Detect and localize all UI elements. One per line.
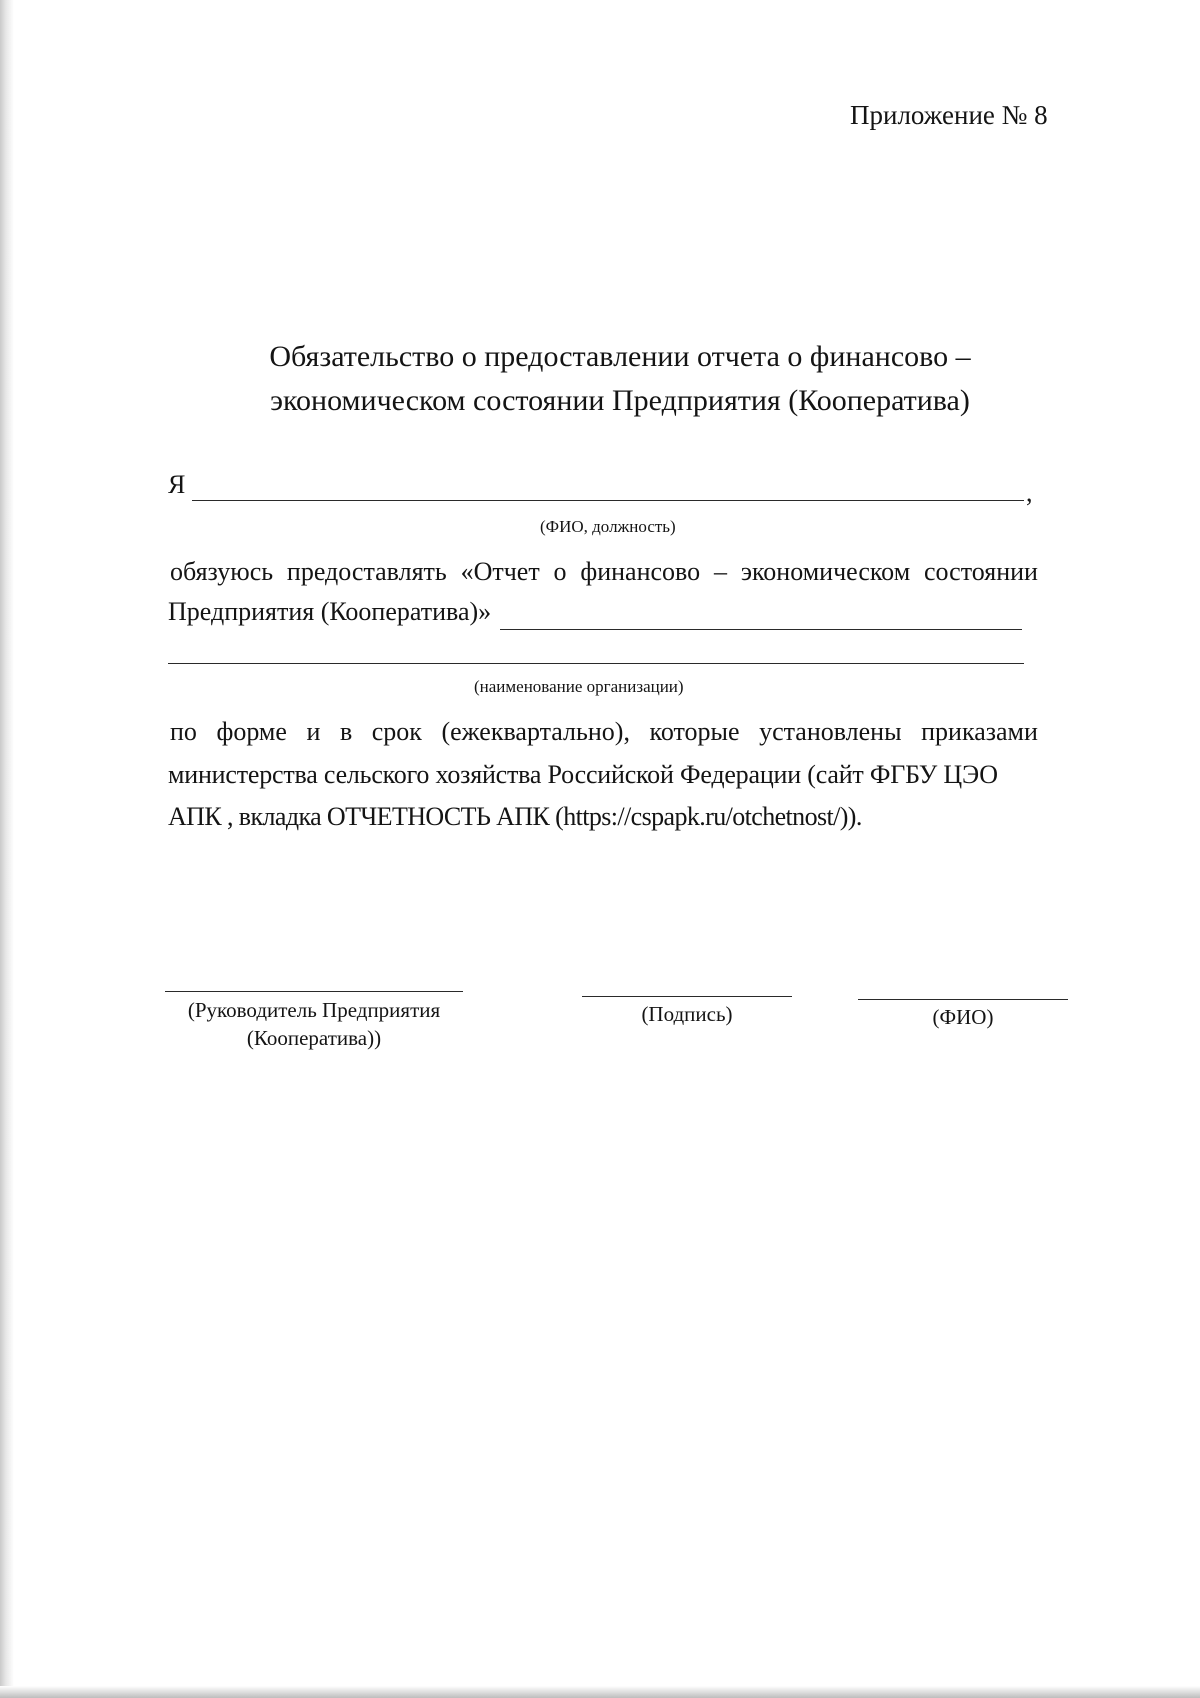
word: приказами <box>921 717 1038 746</box>
signature-caption: (Подпись) <box>641 1002 733 1026</box>
word: (ежеквартально), <box>441 717 630 746</box>
declaration-prefix: Я <box>168 470 186 499</box>
word: в <box>339 717 353 746</box>
word: финансово <box>580 557 701 586</box>
declaration-comma: , <box>1026 478 1033 507</box>
word: экономическом <box>740 557 911 586</box>
word: «Отчет <box>460 557 540 586</box>
fio-line <box>858 999 1068 1000</box>
scan-edge-left <box>0 0 14 1698</box>
name-position-field-line <box>192 500 1024 501</box>
word: состоянии <box>923 557 1038 586</box>
declaration-line-5: АПК , вкладка ОТЧЕТНОСТЬ АПК (https://cspapk.ru/otchetnost/)). <box>168 802 862 831</box>
organization-field-line-1 <box>500 629 1022 630</box>
head-caption <box>165 996 463 1052</box>
word: форме <box>216 717 287 746</box>
name-position-caption: (ФИО, должность) <box>540 517 676 536</box>
head-signature-line <box>165 991 463 992</box>
word: и <box>306 717 321 746</box>
word: по <box>170 717 197 746</box>
word: предоставлять <box>286 557 447 586</box>
declaration-line-4: министерства сельского хозяйства Российской Федерации (сайт ФГБУ ЦЭО <box>168 760 998 789</box>
word: которые <box>649 717 740 746</box>
document-title-line-2: экономическом состоянии Предприятия (Кооператива) <box>270 384 970 417</box>
word: обязуюсь <box>170 557 274 586</box>
head-caption-line-2: (Кооператива)) <box>246 1026 382 1050</box>
declaration-line-1 <box>170 557 1038 587</box>
organization-field-line-2 <box>168 663 1024 664</box>
appendix-label: Приложение № 8 <box>850 100 1048 130</box>
word: установлены <box>759 717 902 746</box>
declaration-line-2: Предприятия (Кооператива)» <box>168 597 492 626</box>
word: о <box>553 557 567 586</box>
organization-caption: (наименование организации) <box>474 677 684 696</box>
word: срок <box>371 717 422 746</box>
word: – <box>713 557 727 586</box>
document-title-line-1: Обязательство о предоставлении отчета о финансово – <box>269 340 971 373</box>
head-caption-line-1: (Руководитель Предприятия <box>187 998 441 1022</box>
declaration-line-3 <box>170 717 1038 747</box>
signature-line <box>582 996 792 997</box>
fio-caption: (ФИО) <box>932 1005 994 1029</box>
scan-edge-bottom <box>0 1686 1200 1698</box>
